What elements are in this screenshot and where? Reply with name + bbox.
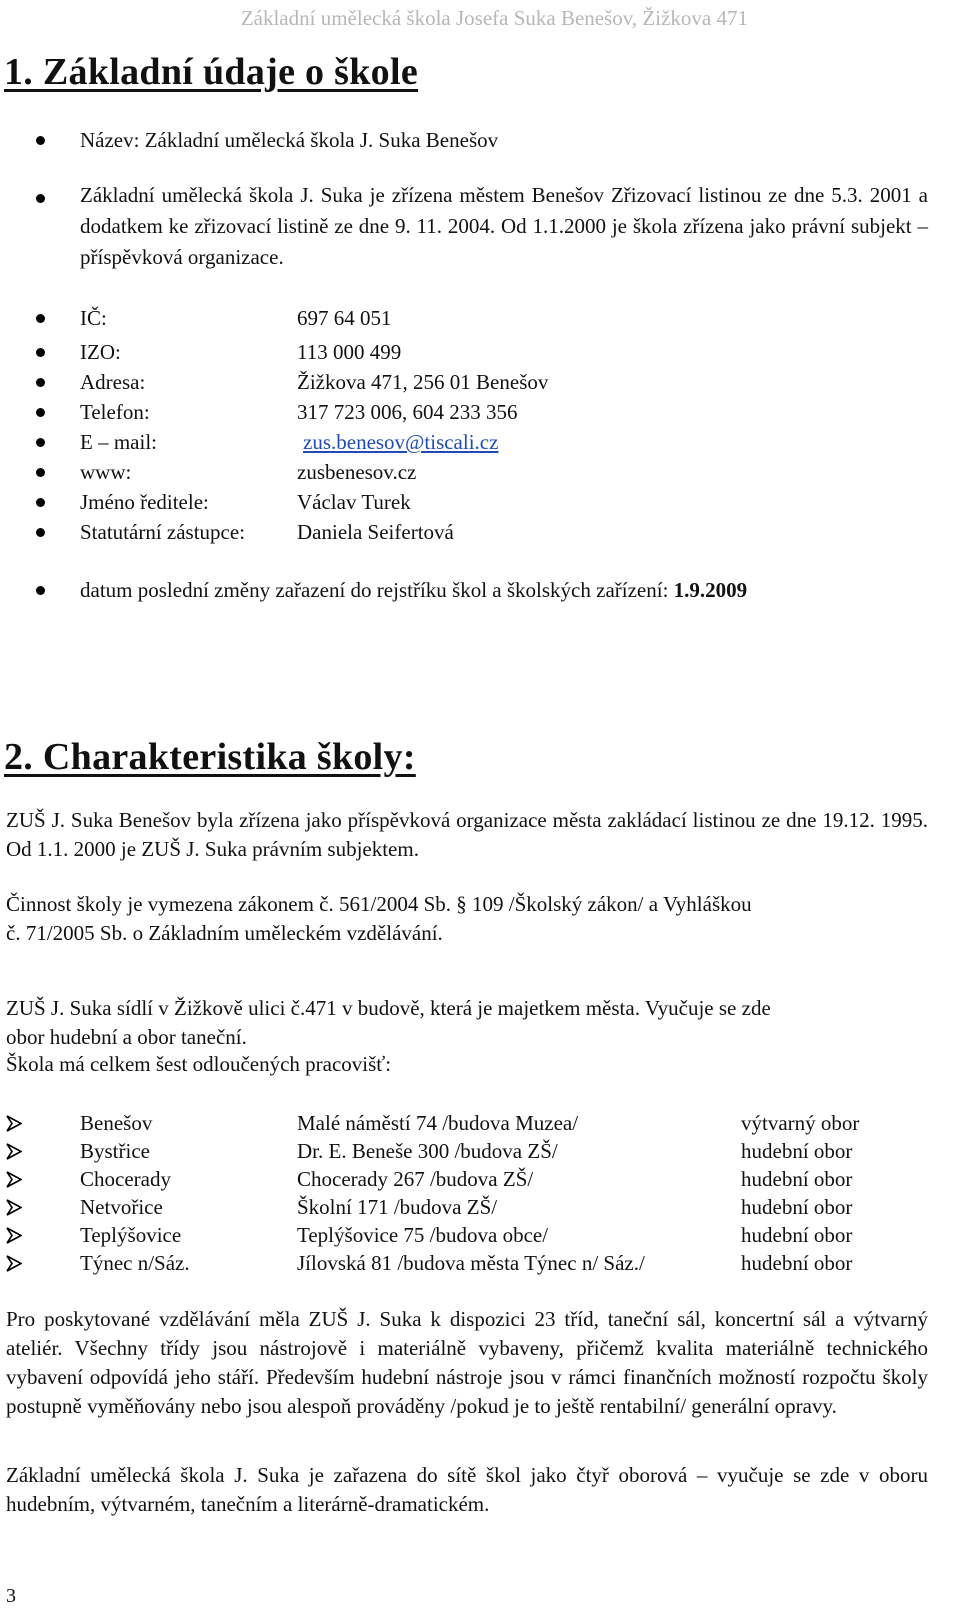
field-value: 697 64 051 bbox=[297, 306, 392, 330]
field-label: IZO: bbox=[80, 340, 121, 364]
bullet-icon bbox=[36, 136, 45, 145]
branch-town: Chocerady bbox=[80, 1167, 171, 1191]
branch-address: Dr. E. Beneše 300 /budova ZŠ/ bbox=[297, 1139, 558, 1163]
school-name-text: Název: Základní umělecká škola J. Suka Benešov bbox=[80, 128, 499, 152]
branch-field: výtvarný obor bbox=[741, 1111, 860, 1135]
bullet-icon bbox=[36, 408, 45, 417]
paragraph-location-line-2: obor hudební a obor taneční. bbox=[6, 1025, 247, 1049]
branch-address: Jílovská 81 /budova města Týnec n/ Sáz./ bbox=[297, 1251, 645, 1275]
paragraph-legal-basis-line-2: č. 71/2005 Sb. o Základním uměleckém vzdělávání. bbox=[6, 921, 443, 945]
founding-text: Základní umělecká škola J. Suka je zřízena městem Benešov Zřizovací listinou ze dne 5.3. 2001 a dodatkem ke zřizovací listině ze dne 9. 11. 2004. Od 1.1.2000 je škola zřízena jako právní subjekt – příspěvková organizace. bbox=[80, 183, 928, 269]
paragraph-founding-history: ZUŠ J. Suka Benešov byla zřízena jako příspěvková organizace města zakládací listinou ze dne 19.12. 1995. Od 1.1. 2000 je ZUŠ J. Suka právním subjektem. bbox=[6, 808, 928, 861]
running-header: Základní umělecká škola Josefa Suka Benešov, Žižkova 471 bbox=[240, 6, 748, 30]
branch-town: Teplýšovice bbox=[80, 1223, 182, 1247]
branch-address: Chocerady 267 /budova ZŠ/ bbox=[297, 1167, 534, 1191]
bullet-icon bbox=[36, 194, 45, 203]
paragraph-branches-intro: Škola má celkem šest odloučených pracovišť: bbox=[6, 1052, 392, 1076]
field-value: Václav Turek bbox=[297, 490, 411, 514]
bullet-icon bbox=[36, 348, 45, 357]
branch-address: Malé náměstí 74 /budova Muzea/ bbox=[297, 1111, 579, 1135]
branch-field: hudební obor bbox=[741, 1139, 853, 1163]
field-label: Telefon: bbox=[80, 400, 150, 424]
arrow-bullet-icon bbox=[6, 1227, 22, 1244]
bullet-icon bbox=[36, 468, 45, 477]
arrow-bullet-icon bbox=[6, 1171, 22, 1188]
bullet-icon bbox=[36, 314, 45, 323]
branch-field: hudební obor bbox=[741, 1167, 853, 1191]
section-1-heading: 1. Základní údaje o škole bbox=[4, 51, 418, 93]
paragraph-equipment: Pro poskytované vzdělávání měla ZUŠ J. Suka k dispozici 23 tříd, taneční sál, koncertní sál a výtvarný ateliér. Všechny třídy jsou nástrojově i materiálně vybaveny, přičemž kvalita materiálně technického vybavení odpovídá jeho stáří. Především hudební nástroje jsou v rámci finančních možností rozpočtu školy postupně vyměňovány nebo jsou alespoň prováděny /pokud je to ještě rentabilní/ generální opravy. bbox=[6, 1307, 928, 1418]
paragraph-legal-basis-line-1: Činnost školy je vymezena zákonem č. 561/2004 Sb. § 109 /Školský zákon/ a Vyhláškou bbox=[6, 892, 752, 916]
registry-change-label: datum poslední změny zařazení do rejstříku škol a školských zařízení: bbox=[80, 578, 674, 602]
field-label: E – mail: bbox=[80, 430, 157, 454]
arrow-bullet-icon bbox=[6, 1255, 22, 1272]
branch-town: Netvořice bbox=[80, 1195, 163, 1219]
field-label: Adresa: bbox=[80, 370, 146, 394]
branch-field: hudební obor bbox=[741, 1195, 853, 1219]
field-label: www: bbox=[80, 460, 132, 484]
branch-town: Benešov bbox=[80, 1111, 153, 1135]
section-2-heading: 2. Charakteristika školy: bbox=[4, 736, 416, 778]
paragraph-location-line-1: ZUŠ J. Suka sídlí v Žižkově ulici č.471 v budově, která je majetkem města. Vyučuje se zde bbox=[6, 996, 771, 1020]
branch-address: Školní 171 /budova ZŠ/ bbox=[297, 1195, 498, 1219]
branch-field: hudební obor bbox=[741, 1251, 853, 1275]
bullet-icon bbox=[36, 498, 45, 507]
field-value: Žižkova 471, 256 01 Benešov bbox=[297, 370, 549, 394]
bullet-icon bbox=[36, 378, 45, 387]
arrow-bullet-icon bbox=[6, 1143, 22, 1160]
branch-field: hudební obor bbox=[741, 1223, 853, 1247]
field-value: 113 000 499 bbox=[297, 340, 402, 364]
field-label: IČ: bbox=[80, 306, 107, 330]
field-label: Statutární zástupce: bbox=[80, 520, 246, 544]
arrow-bullet-icon bbox=[6, 1115, 22, 1132]
email-link[interactable]: zus.benesov@tiscali.cz bbox=[303, 430, 499, 454]
bullet-icon bbox=[36, 528, 45, 537]
field-value: Daniela Seifertová bbox=[297, 520, 454, 544]
field-value: 317 723 006, 604 233 356 bbox=[297, 400, 518, 424]
bullet-icon bbox=[36, 438, 45, 447]
field-label: Jméno ředitele: bbox=[80, 490, 209, 514]
registry-change-date: 1.9.2009 bbox=[673, 578, 748, 602]
arrow-bullet-icon bbox=[6, 1199, 22, 1216]
paragraph-school-network: Základní umělecká škola J. Suka je zařazena do sítě škol jako čtyř oborová – vyučuje se zde v oboru hudebním, výtvarném, tanečním a literárně-dramatickém. bbox=[6, 1463, 928, 1516]
field-value: zusbenesov.cz bbox=[297, 460, 417, 484]
branch-address: Teplýšovice 75 /budova obce/ bbox=[297, 1223, 549, 1247]
branch-town: Týnec n/Sáz. bbox=[80, 1251, 190, 1275]
page-number: 3 bbox=[6, 1585, 16, 1607]
bullet-icon bbox=[36, 586, 45, 595]
branch-town: Bystřice bbox=[80, 1139, 150, 1163]
